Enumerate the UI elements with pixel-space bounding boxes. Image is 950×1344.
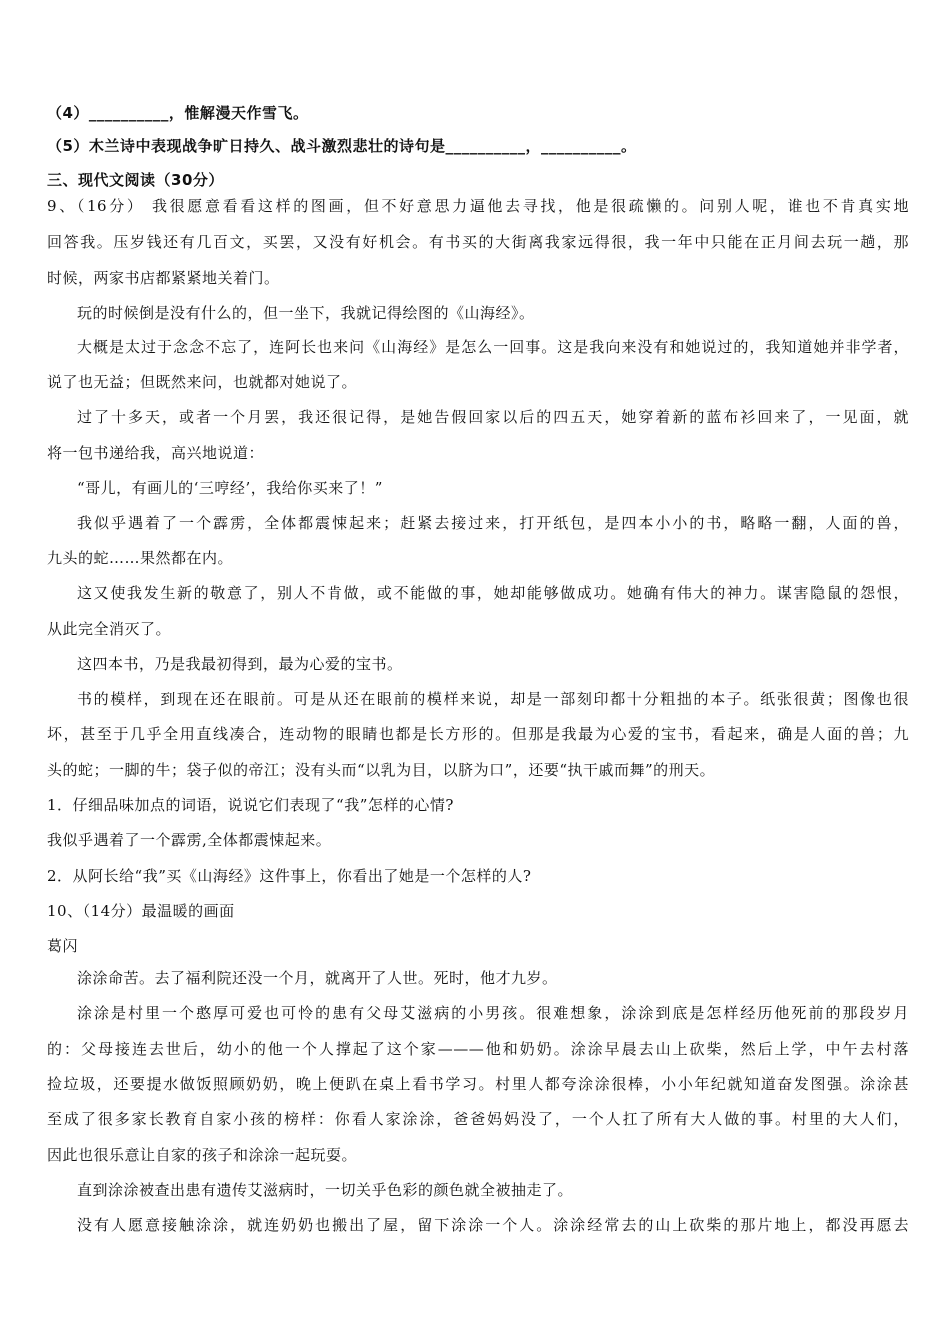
passage-10-line: 没有人愿意接触涂涂，就连奶奶也搬出了屋，留下涂涂一个人。涂涂经常去的山上砍柴的那片地上，都没再愿去	[77, 1216, 909, 1234]
question-9-2: 2．从阿长给“我”买《山海经》这件事上，你看出了她是一个怎样的人?	[47, 867, 532, 885]
passage-9-line: 书的模样，到现在还在眼前。可是从还在眼前的模样来说，却是一部刻印都十分粗拙的本子。纸张很黄；图像也很	[77, 690, 909, 708]
passage-10-line: 涂涂命苦。去了福利院还没一个月，就离开了人世。死时，他才九岁。	[77, 969, 558, 987]
section-3-title: 三、现代文阅读（30分）	[47, 171, 224, 189]
passage-9-line: 玩的时候倒是没有什么的，但一坐下，我就记得绘图的《山海经》。	[77, 304, 535, 322]
question-10-author: 葛闪	[47, 937, 79, 955]
passage-10-line: 捡垃圾，还要提水做饭照顾奶奶，晚上便趴在桌上看书学习。村里人都夸涂涂很棒，小小年纪就知道奋发图强。涂涂甚	[47, 1075, 909, 1093]
question-4-fill-blank: （4）__________，惟解漫天作雪飞。	[47, 104, 309, 122]
passage-9-line: 从此完全消灭了。	[47, 620, 172, 638]
passage-9-line: “哥儿，有画儿的‘三哼经’，我给你买来了！”	[77, 479, 383, 497]
passage-10-line: 因此也很乐意让自家的孩子和涂涂一起玩耍。	[47, 1146, 358, 1164]
passage-9-line: 回答我。压岁钱还有几百文，买罢，又没有好机会。有书买的大街离我家远得很，我一年中只能在正月间去玩一趟，那	[47, 233, 909, 251]
passage-10-line: 至成了很多家长教育自家小孩的榜样：你看人家涂涂，爸爸妈妈没了，一个人扛了所有大人做的事。村里的大人们，	[47, 1110, 909, 1128]
passage-9-line: 大概是太过于念念不忘了，连阿长也来问《山海经》是怎么一回事。这是我向来没有和她说过的，我知道她并非学者，	[77, 338, 909, 356]
passage-9-line: 说了也无益；但既然来问，也就都对她说了。	[47, 373, 358, 391]
passage-10-line: 直到涂涂被查出患有遗传艾滋病时，一切关乎色彩的颜色就全被抽走了。	[77, 1181, 574, 1199]
passage-9-line: 九头的蛇……果然都在内。	[47, 549, 234, 567]
passage-9-line: 这四本书，乃是我最初得到，最为心爱的宝书。	[77, 655, 403, 673]
passage-9-line: 坏，甚至于几乎全用直线凑合，连动物的眼睛也都是长方形的。但那是我最为心爱的宝书，看起来，确是人面的兽；九	[47, 725, 909, 743]
passage-10-line: 的：父母接连去世后，幼小的他一个人撑起了这个家———他和奶奶。涂涂早晨去山上砍柴，然后上学，中午去村落	[47, 1040, 909, 1058]
passage-10-line: 涂涂是村里一个憨厚可爱也可怜的患有父母艾滋病的小男孩。很难想象，涂涂到底是怎样经历他死前的那段岁月	[77, 1004, 909, 1022]
passage-9-line: 头的蛇；一脚的牛；袋子似的帝江；没有头而“以乳为目，以脐为口”，还要“执干戚而舞”的刑天。	[47, 761, 716, 779]
passage-9-line: 时候，两家书店都紧紧地关着门。	[47, 269, 280, 287]
passage-9-line: 我似乎遇着了一个霹雳，全体都震悚起来；赶紧去接过来，打开纸包，是四本小小的书，略略一翻，人面的兽，	[77, 514, 909, 532]
question-10-title: 10、（14分）最温暖的画面	[47, 902, 235, 920]
question-9-1: 1．仔细品味加点的词语，说说它们表现了“我”怎样的心情?	[47, 796, 454, 814]
passage-9-line: 过了十多天，或者一个月罢，我还很记得，是她告假回家以后的四五天，她穿着新的蓝布衫回来了，一见面，就	[77, 408, 909, 426]
passage-9-line: 9、（16分） 我很愿意看看这样的图画，但不好意思力逼他去寻找，他是很疏懒的。问别人呢，谁也不肯真实地	[47, 197, 909, 215]
passage-9-line: 这又使我发生新的敬意了，别人不肯做，或不能做的事，她却能够做成功。她确有伟大的神力。谋害隐鼠的怨恨，	[77, 584, 909, 602]
question-9-1-quote: 我似乎遇着了一个霹雳,全体都震悚起来。	[47, 831, 332, 849]
question-5-fill-blank: （5）木兰诗中表现战争旷日持久、战斗激烈悲壮的诗句是__________，__________。	[47, 137, 637, 155]
passage-9-line: 将一包书递给我，高兴地说道：	[47, 444, 265, 462]
